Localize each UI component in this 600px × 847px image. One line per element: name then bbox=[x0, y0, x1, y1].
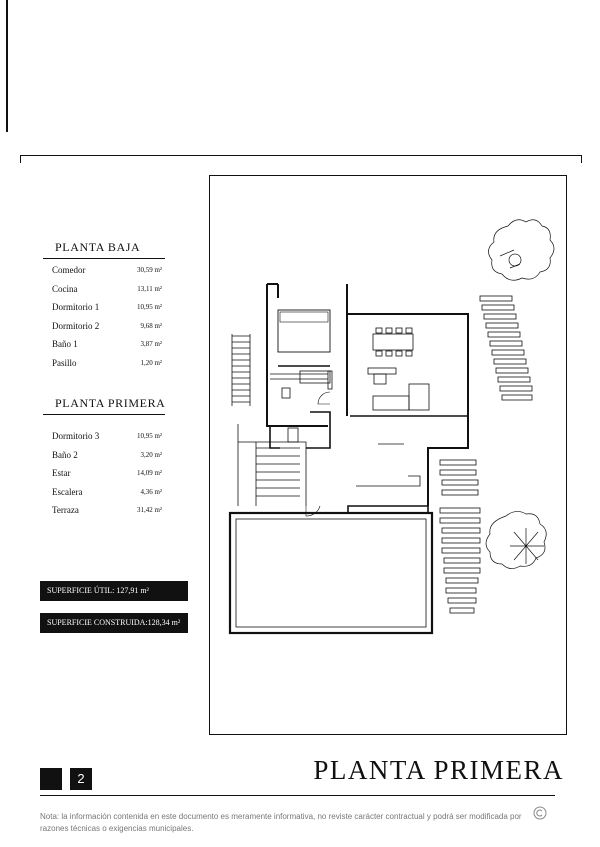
superficie-util-badge: SUPERFICIE ÚTIL: 127,91 m² bbox=[40, 581, 188, 601]
dining-set bbox=[368, 328, 413, 384]
room-area: 9,68 m² bbox=[140, 321, 162, 330]
stepping-stones-lower bbox=[440, 460, 480, 613]
planta-baja-title: PLANTA BAJA bbox=[55, 240, 141, 254]
room-area: 14,09 m² bbox=[136, 469, 162, 477]
sheet-title: PLANTA PRIMERA bbox=[313, 755, 564, 785]
walls-upper bbox=[267, 284, 468, 506]
page-edge-line bbox=[6, 0, 8, 132]
page-marker-block bbox=[40, 768, 62, 790]
room-row bbox=[52, 468, 162, 487]
copyright-icon bbox=[533, 806, 547, 820]
bed bbox=[278, 310, 330, 352]
stairs-left bbox=[232, 334, 306, 506]
room-row bbox=[52, 302, 162, 321]
sofa bbox=[350, 384, 468, 416]
planta-primera-room-list bbox=[52, 431, 162, 524]
room-area: 30,59 m² bbox=[136, 266, 162, 274]
room-row bbox=[52, 487, 162, 506]
room-row bbox=[52, 284, 162, 303]
room-name: Dormitorio 2 bbox=[52, 320, 100, 331]
room-row bbox=[52, 450, 162, 469]
walls-center bbox=[270, 392, 420, 516]
page-number: 2 bbox=[70, 768, 92, 790]
stepping-stones-right bbox=[480, 296, 532, 400]
room-area: 10,95 m² bbox=[136, 303, 162, 311]
planta-primera-title: PLANTA PRIMERA bbox=[55, 396, 166, 410]
superficie-construida-badge: SUPERFICIE CONSTRUIDA:128,34 m² bbox=[40, 613, 188, 633]
room-name: Pasillo bbox=[52, 357, 77, 368]
room-name: Comedor bbox=[52, 265, 86, 275]
room-name: Terraza bbox=[52, 505, 79, 515]
room-name: Escalera bbox=[52, 486, 83, 497]
planta-baja-rule bbox=[43, 258, 165, 259]
header-rule bbox=[20, 155, 582, 156]
tree-bottom bbox=[486, 511, 546, 568]
planta-baja-room-list bbox=[52, 265, 162, 376]
room-area: 10,95 m² bbox=[136, 432, 162, 440]
room-name: Cocina bbox=[52, 283, 78, 294]
planta-primera-rule bbox=[43, 414, 165, 415]
room-row bbox=[52, 265, 162, 284]
room-area: 31,42 m² bbox=[136, 506, 162, 514]
room-name: Baño 1 bbox=[52, 339, 78, 349]
room-row bbox=[52, 339, 162, 358]
terrace bbox=[230, 513, 432, 633]
room-row bbox=[52, 505, 162, 524]
room-row bbox=[52, 358, 162, 377]
room-area: 4,36 m² bbox=[140, 487, 162, 496]
room-area: 13,11 m² bbox=[137, 284, 162, 293]
floor-plan-frame bbox=[209, 175, 567, 735]
room-name: Baño 2 bbox=[52, 449, 78, 460]
header-tick-left bbox=[20, 155, 21, 163]
room-name: Dormitorio 3 bbox=[52, 431, 100, 441]
floor-plan-drawing bbox=[210, 176, 568, 736]
bathroom bbox=[270, 371, 332, 398]
disclaimer-note: Nota: la información contenida en este documento es meramente informativa, no reviste carácter contractual y podrá ser modificada por razones técnicas o exigencias municipales. bbox=[40, 812, 522, 833]
room-name: Estar bbox=[52, 468, 71, 478]
room-row bbox=[52, 321, 162, 340]
room-area: 1,20 m² bbox=[140, 358, 162, 367]
room-area: 3,20 m² bbox=[140, 450, 162, 459]
tree-top bbox=[488, 220, 554, 281]
room-name: Dormitorio 1 bbox=[52, 302, 100, 312]
header-tick-right bbox=[581, 155, 582, 163]
footer-rule bbox=[40, 795, 555, 796]
room-area: 3,87 m² bbox=[140, 340, 162, 348]
room-row bbox=[52, 431, 162, 450]
